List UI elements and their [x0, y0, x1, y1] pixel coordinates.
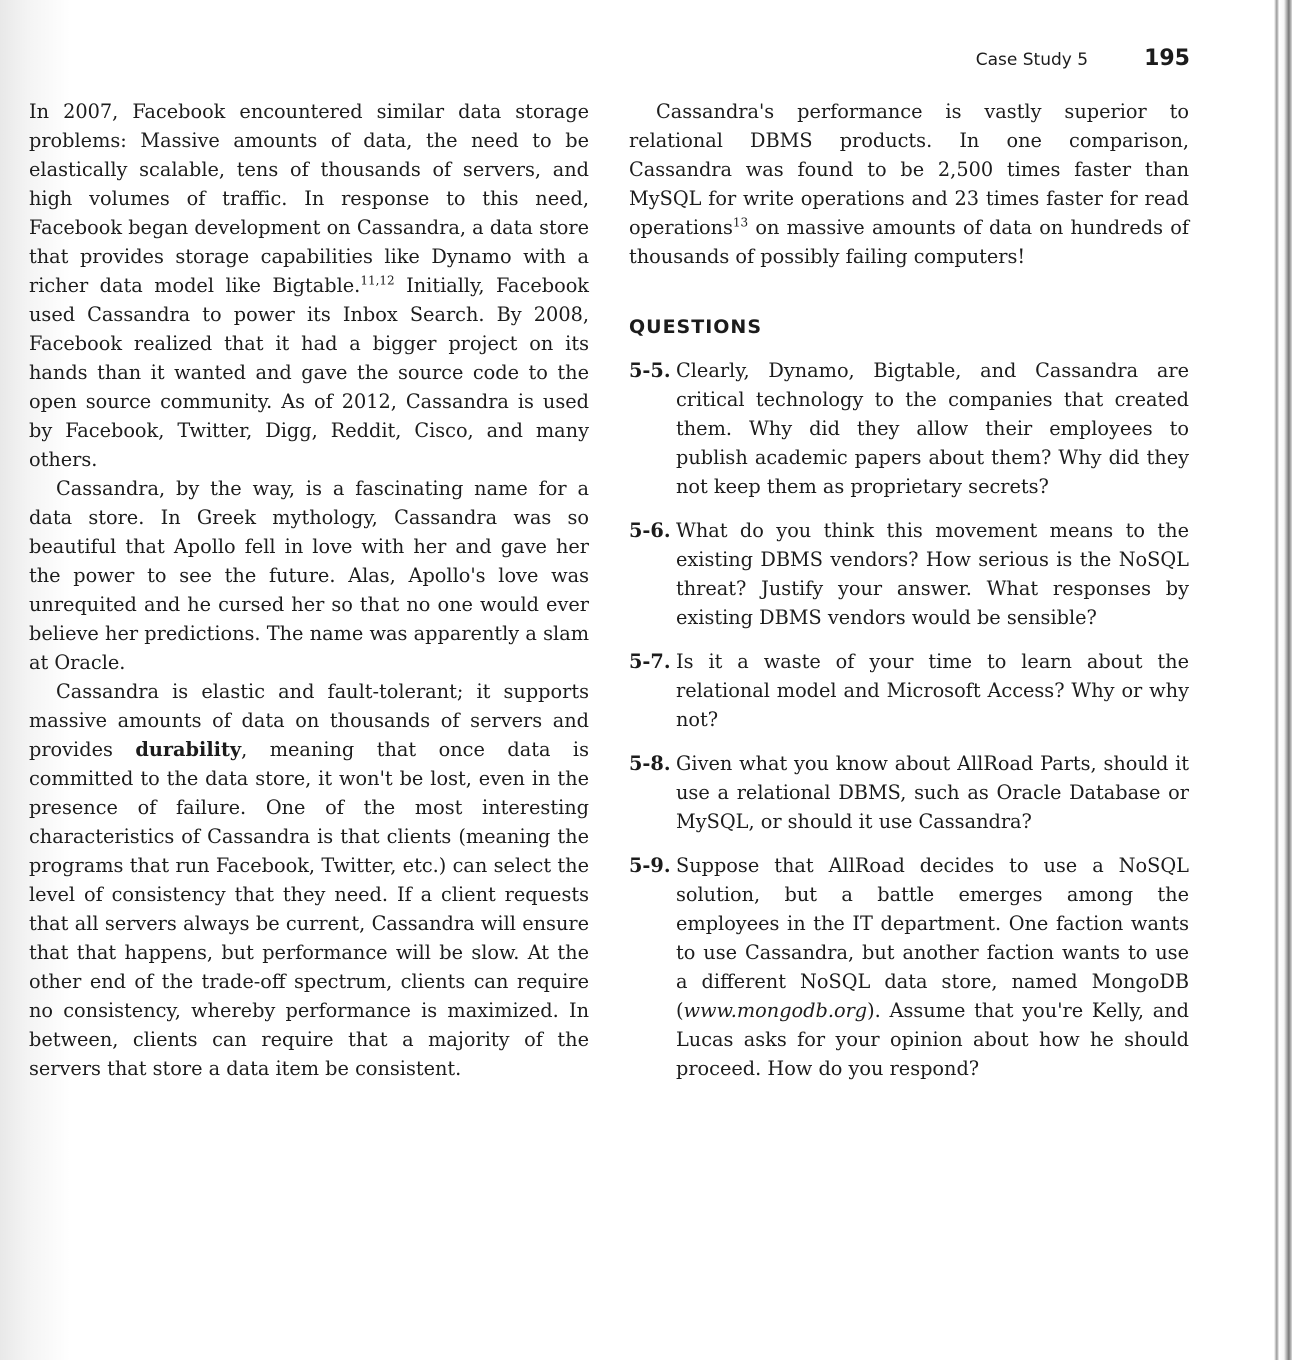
question-text — [676, 851, 1189, 1083]
page-number: 195 — [1144, 46, 1190, 71]
questions-heading: QUESTIONS — [629, 316, 763, 338]
question-number: 5-8. — [629, 752, 671, 775]
question-item — [629, 356, 1189, 501]
paragraph-text: Cassandra's performance is vastly superior to relational DBMS products. In one comparison, Cassandra was found to be 2,500 times faster than MySQL for write operations and 23 times faster for read operations — [629, 100, 1189, 239]
question-text-part: Suppose that AllRoad decides to use a NoSQL solution, but a battle emerges among the employees in the IT department. One faction wants to use Cassandra, but another faction wants to use a different NoSQL data store, named MongoDB ( — [676, 854, 1189, 1022]
paragraph-cassandra-durability — [29, 677, 589, 1083]
question-item — [629, 516, 1189, 632]
question-number: 5-9. — [629, 854, 671, 877]
paragraph-text: on massive amounts of data on hundreds of thousands of possibly failing computers! — [629, 216, 1189, 268]
question-text: Clearly, Dynamo, Bigtable, and Cassandra are critical technology to the companies that created them. Why did they allow their employees to publish academic papers about them? Why did they not keep them as proprietary secrets? — [676, 359, 1189, 498]
right-column — [629, 97, 1189, 1098]
paragraph-text: Cassandra is elastic and fault-tolerant; it supports massive amounts of data on thousands of servers and provides — [29, 680, 589, 761]
question-text: What do you think this movement means to the existing DBMS vendors? How serious is the NoSQL threat? Justify your answer. What responses by existing DBMS vendors would be sensible? — [676, 519, 1189, 629]
question-text: Is it a waste of your time to learn about the relational model and Microsoft Access? Why or why not? — [676, 650, 1189, 731]
key-term: durability — [135, 738, 242, 761]
paragraph-cassandra-performance — [629, 97, 1189, 271]
page-edge-shadow — [1252, 0, 1292, 1360]
running-header — [930, 46, 1190, 71]
website-link: www.mongodb.org — [683, 999, 868, 1022]
question-item — [629, 851, 1189, 1083]
paragraph-text: Initially, Facebook used Cassandra to power its Inbox Search. By 2008, Facebook realized that it had a bigger project on its hands than it wanted and gave the source code to the open source community. As of 2012, Cassandra is used by Facebook, Twitter, Digg, Reddit, Cisco, and many others. — [29, 274, 589, 471]
question-number: 5-5. — [629, 359, 671, 382]
paragraph-cassandra-name: Cassandra, by the way, is a fascinating name for a data store. In Greek mythology, Cassandra was so beautiful that Apollo fell in love with her and gave her the power to see the future. Alas, Apollo's love was unrequited and he cursed her so that no one would ever believe her predictions. The name was apparently a slam at Oracle. — [29, 477, 589, 674]
question-number: 5-7. — [629, 650, 671, 673]
question-number: 5-6. — [629, 519, 671, 542]
paragraph-text: In 2007, Facebook encountered similar data storage problems: Massive amounts of data, the need to be elastically scalable, tens of thousands of servers, and high volumes of traffic. In response to this need, Facebook began development on Cassandra, a data store that provides storage capabilities like Dynamo with a richer data model like Bigtable. — [29, 100, 589, 297]
footnote-ref: 13 — [732, 215, 749, 230]
paragraph-text: , meaning that once data is committed to the data store, it won't be lost, even in the presence of failure. One of the most interesting characteristics of Cassandra is that clients (meaning the programs that run Facebook, Twitter, etc.) can select the level of consistency that they need. If a client requests that all servers always be current, Cassandra will ensure that that happens, but performance will be slow. At the other end of the trade-off spectrum, clients can require no consistency, whereby performance is maximized. In between, clients can require that a majority of the servers that store a data item be consistent. — [29, 738, 589, 1080]
left-column — [29, 97, 589, 1083]
question-item — [629, 749, 1189, 836]
footnote-ref: 11,12 — [360, 273, 395, 288]
paragraph-facebook-history — [29, 97, 589, 474]
question-text-part: ). Assume that you're Kelly, and Lucas asks for your opinion about how he should proceed. How do you respond? — [676, 999, 1189, 1080]
section-title: Case Study 5 — [975, 50, 1089, 70]
question-item — [629, 647, 1189, 734]
question-text: Given what you know about AllRoad Parts, should it use a relational DBMS, such as Oracle Database or MySQL, or should it use Cassandra? — [676, 752, 1189, 833]
